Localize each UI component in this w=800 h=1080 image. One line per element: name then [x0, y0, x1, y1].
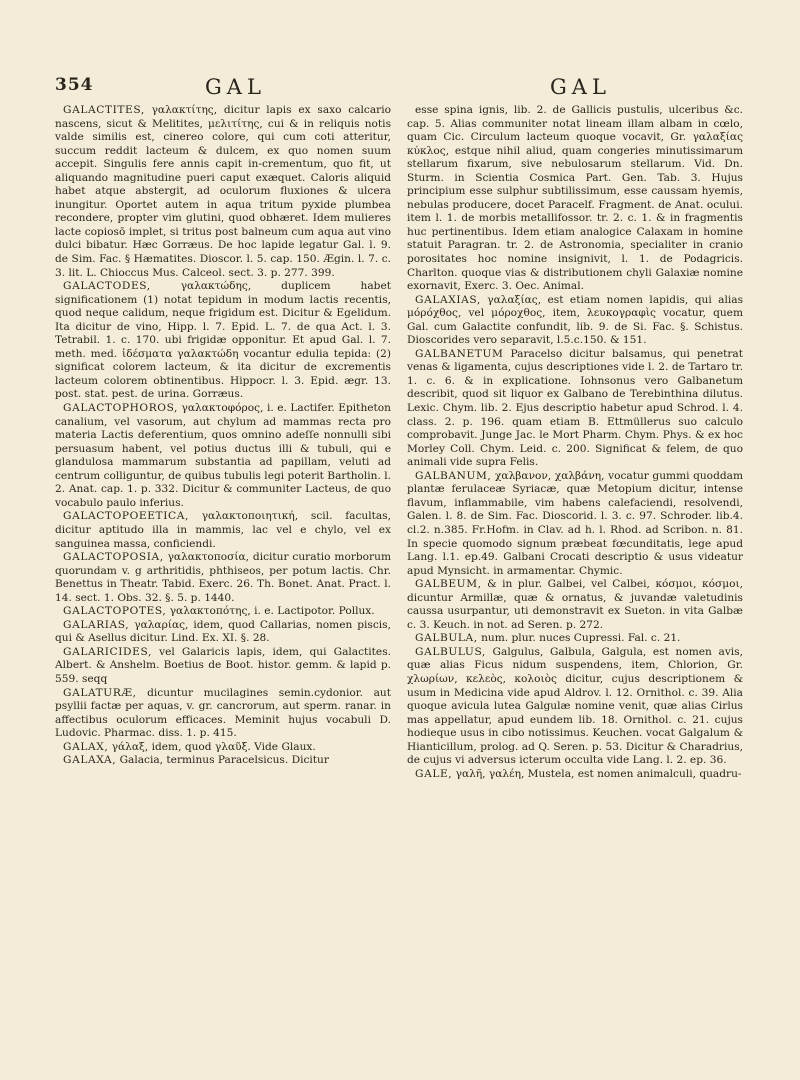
dictionary-entry: [407, 348, 743, 470]
page-header: [55, 75, 745, 101]
dictionary-entry: [55, 104, 391, 280]
entry-headword: GALACTITES,: [63, 104, 145, 116]
entry-headword: GALARIAS,: [63, 618, 130, 631]
dictionary-entry: [55, 741, 391, 755]
entry-text: γάλαξ, idem, quod γλαῦξ. Vide Glaux.: [111, 740, 316, 753]
entry-headword: GALBEUM,: [415, 578, 482, 591]
entry-headword: GALE,: [415, 767, 453, 780]
dictionary-entry: [55, 619, 391, 646]
entry-text: γαλακτώδης, duplicem habet significationem (1) notat tepidum in modum lactis recentis, quod neque calidum, neque frigidum est. Dicitur & Egelidum. Ita dicitur de vino, Hipp. l. 7. Epid. L. 7. de qua Act. l. 3. Tetrabil. 1. c. 170. ubi frigidæ opponitur. Et apud Gal. l. 7. meth. med. ἰδέσματα γαλακτώδη vocantur edulia tepida: (2) significat colorem lacteum, & ita dicitur de excrementis lacteum colorem obtinentibus. Hippocr. l. 3. Epid. ægr. 13. post. stat. pest. de urina. Gorræus.: [55, 280, 391, 401]
right-running-head: GAL: [550, 75, 611, 99]
dictionary-entry: [407, 294, 743, 348]
entry-headword: GALAXIAS,: [415, 293, 481, 306]
left-column: [55, 104, 391, 1039]
entry-headword: GALARICIDES,: [63, 645, 152, 658]
entry-headword: GALATURÆ,: [63, 686, 137, 699]
entry-headword: GALACTOPOSIA,: [63, 551, 164, 564]
entry-text: γαλαξίας, est etiam nomen lapidis, qui alias μόρόχθος, vel μόροχθος, item, λευκογραφὶς vocatur, quem Gal. cum Galactite confundit, lib. 9. de Si. Fac. §. Schistus. Dioscorides vero separavit, l.5.c.150. & 151.: [407, 293, 743, 347]
entry-text: γαλαρίας, idem, quod Callarias, nomen piscis, qui & Asellus dicitur. Lind. Ex. XI. §. 28.: [55, 618, 391, 645]
dictionary-entry: [407, 470, 743, 578]
dictionary-entry: [55, 402, 391, 510]
entry-headword: GALACTOPOEETICA,: [63, 510, 189, 523]
entry-text: γαλακτοπότης, i. e. Lactipotor. Pollux.: [169, 605, 375, 618]
entry-text: γαλῆ, γαλέη, Mustela, est nomen animalculi, quadru-: [455, 767, 742, 780]
entry-headword: GALACTODES,: [63, 280, 151, 293]
entry-headword: GALAX,: [63, 740, 109, 753]
entry-headword: GALBANUM,: [415, 469, 492, 482]
left-running-head: GAL: [205, 75, 266, 99]
dictionary-entry: [407, 104, 743, 294]
entry-text: Paracelso dicitur balsamus, qui penetrat venas & ligamenta, cujus descriptiones vide l. 2. de Tartaro tr. 1. c. 6. & in explicatione. Iohnsonus vero Galbanetum describit, quod sit liquor ex Galbano de Terebinthina dilutus. Lexic. Chym. lib. 2. Ejus descriptio habetur apud Schrod. l. 4. class. 2. p. 196. quam etiam B. Ettmüllerus suo calculo comprobavit. Junge Jac. le Mort Pharm. Chym. Phys. & ex hoc Morley Coll. Chym. Leid. c. 200. Significat & felem, de quo animali vide supra Felis.: [407, 347, 743, 469]
entry-text: num. plur. nuces Cupressi. Fal. c. 21.: [481, 632, 681, 645]
entry-text: γαλακτοποσία, dicitur curatio morborum quorundam v. g arthritidis, phthiseos, per potum lactis. Chr. Benettus in Theatr. Tabid. Exerc. 26. Th. Bonet. Anat. Pract. l. 14. sect. 1. Obs. 32. §. 5. p. 1440.: [55, 551, 391, 604]
entry-text: γαλακτοποιητική, scil. facultas, dicitur aptitudo illa in mammis, lac vel e chylo, vel ex sanguinea massa, conficiendi.: [55, 510, 391, 550]
page-number: 354: [55, 75, 94, 95]
entry-headword: GALACTOPOTES,: [63, 605, 167, 618]
entry-text: χαλβανον, χαλβάνη, vocatur gummi quoddam plantæ ferulaceæ Syriacæ, quæ Metopium dicitur, intense flavum, inflammabile, vim habens calefaciendi, resolvendi, Galen. l. 8. de Sim. Fac. Dioscorid. l. 3. c. 97. Schroder. lib.4. cl.2. n.385. Fr.Hofm. in Clav. ad h. l. Rhod. ad Scribon. n. 81. In specie quomodo signum præbeat fœcunditatis, lege apud Lang. l.1. ep.49. Galbani Crocati descriptio & usus videatur apud Mynsicht. in armamentar. Chymic.: [407, 469, 743, 577]
entry-text: esse spina ignis, lib. 2. de Gallicis pustulis, ulceribus &c. cap. 5. Alias communiter notat lineam illam albam in cœlo, quam Cic. Circulum lacteum quoque vocavit, Gr. γαλαξίας κύκλος, estque nihil aliud, quam congeries minutissimarum stellarum fixarum, sive nebulosarum stellarum. Vid. Dn. Sturm. in Scientia Cosmica Part. Gen. Tab. 3. Hujus principium esse sulphur subtilissimum, esse caussam hyemis, nebulas producere, docet Paracelf. Fragment. de Anat. ocului. item l. 1. de morbis metallifossor. tr. 2. c. 1. & in fragmentis huc pertinentibus. Idem etiam analogice Calaxam in homine statuit Paragran. tr. 2. de Astronomia, specialiter in cranio porositates hoc nomine insignivit, l. 1. de Podagricis. Charlton. quoque vias & distributionem chyli Galaxiæ nomine exornavit, Exerc. 3. Oec. Animal.: [407, 104, 743, 293]
entry-text: dicuntur mucilagines semin.cydonior. aut psyllii factæ per aquas, v. gr. cancrorum, aut sperm. ranar. in affectibus oculorum efficaces. Meminit hujus vocabuli D. Ludovic. Pharmac. diss. 1. p. 415.: [55, 686, 391, 740]
entry-text: γαλακτίτης, dicitur lapis ex saxo calcario nascens, sicut & Melitites, μελιτίτης, cui & in reliquis notis valde similis est, cinereo colore, qui cum coti atteritur, succum reddit lacteum & dulcem, ex quo nomen suum accepit. Singulis fere annis capit in-crementum, quo fit, ut aliquando magnitudine pueri caput exæquet. Caloris aliquid habet atque abstergit, ad oculorum fluxiones & ulcera inungitur. Oportet autem in aqua tritum pyxide plumbea recondere, propter vim glutini, quod obhæret. Idem mulieres lacte copiosō implet, si tritus post balneum cum aqua aut vino dulci bibatur. Hæc Gorræus. De hoc lapide legatur Gal. l. 9. de Sim. Fac. § Hæmatites. Dioscor. l. 5. cap. 150. Ægin. l. 7. c. 3. lit. L. Chioccus Mus. Calceol. sect. 3. p. 277. 399.: [55, 104, 391, 279]
entry-text: vel Galaricis lapis, idem, qui Galactites. Albert. & Anshelm. Boetius de Boot. histor. gemm. & lapid p. 559. seqq: [55, 645, 391, 685]
right-column: [407, 104, 743, 1039]
dictionary-entry: [55, 687, 391, 741]
dictionary-entry: [407, 632, 743, 646]
dictionary-entry: [55, 280, 391, 402]
entry-headword: GALACTOPHOROS,: [63, 402, 179, 415]
dictionary-entry: [407, 578, 743, 632]
entry-headword: GALAXA,: [63, 754, 117, 767]
entry-headword: GALBANETUM: [415, 347, 504, 360]
entry-text: Galgulus, Galbula, Galgula, est nomen avis, quæ alias Ficus nidum suspendens, item, Chlorion, Gr. χλωρίων, κελεὸς, κολοιὸς dicitur, cujus descriptionem & usum in Medicina vide apud Aldrov. l. 12. Ornithol. c. 39. Alia quoque avicula lutea Galgulæ nomine venit, quæ alias Cirlus mas appellatur, apud eundem lib. 18. Ornithol. c. 21. cujus hodieque usus in cibo notissimus. Keuchen. vocat Galgalum & Hianticillum, prolog. ad Q. Seren. p. 53. Dicitur & Charadrius, de cujus vi adversus icterum occulta vide Lang. l. 2. ep. 36.: [407, 645, 743, 767]
dictionary-entry: [55, 754, 391, 768]
dictionary-entry: [407, 768, 743, 782]
entry-text: γαλακτοφόρος, i. e. Lactifer. Epitheton canalium, vel vasorum, aut chylum ad mammas recta pro materia Lactis deferentium, quos omnino adeſſe nonnulli sibi persuasum habent, vel potius ductus illi & tubuli, qui e glandulosa mammarum substantia ad papillam, veluti ad centrum colliguntur, de quibus tubulis legi poterit Bartholin. l. 2. Anat. cap. 1. p. 332. Dicitur & communiter Lacteus, de quo vocabulo paulo inferius.: [55, 402, 391, 509]
entry-headword: GALBULA,: [415, 632, 478, 645]
dictionary-entry: [55, 646, 391, 687]
dictionary-entry: [55, 605, 391, 619]
entry-headword: GALBULUS,: [415, 645, 486, 658]
entry-text: Galacia, terminus Paracelsicus. Dicitur: [119, 754, 329, 767]
dictionary-entry: [407, 646, 743, 768]
entry-text: & in plur. Galbei, vel Calbei, κόσμοι, κόσμοι, dicuntur Armillæ, quæ & ornatus, & juvandæ valetudinis caussa usurpantur, uti demonstravit ex Sueton. in vita Galbæ c. 3. Keuch. in not. ad Seren. p. 272.: [407, 578, 743, 631]
dictionary-entry: [55, 551, 391, 605]
dictionary-entry: [55, 510, 391, 551]
